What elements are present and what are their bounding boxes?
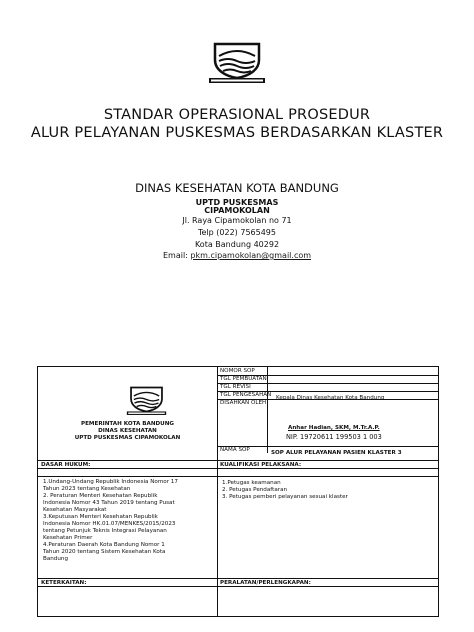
meta-row-line bbox=[217, 446, 438, 447]
sop-name: SOP ALUR PELAYANAN PASIEN KLASTER 3 bbox=[271, 450, 402, 456]
email-label: Email: bbox=[162, 251, 188, 260]
city-postcode: Kota Bandung 40292 bbox=[194, 240, 280, 249]
phone: Telp (022) 7565495 bbox=[198, 228, 276, 237]
org-line2: DINAS KESEHATAN bbox=[98, 428, 157, 434]
dasar-hukum-line: Indonesia Nomor 43 Tahun 2019 tentang Pusat bbox=[43, 500, 175, 506]
dasar-hukum-line: Tahun 2020 tentang Sistem Kesehatan Kota bbox=[43, 549, 166, 555]
dasar-hukum-line: Kesehatan Masyarakat bbox=[43, 507, 107, 513]
keterkaitan-label: KETERKAITAN: bbox=[41, 579, 87, 586]
dinas-name: DINAS KESEHATAN KOTA BANDUNG bbox=[135, 181, 339, 195]
document-title-line1: STANDAR OPERASIONAL PROSEDUR bbox=[103, 107, 371, 123]
dasar-hukum-label: DASAR HUKUM: bbox=[41, 461, 91, 468]
section-line bbox=[38, 476, 438, 477]
approver-nip: NIP. 19720611 199503 1 003 bbox=[286, 433, 382, 441]
dasar-hukum-line: 3.Keputusan Menteri Kesehatan Republik bbox=[43, 514, 158, 520]
org-line1: PEMERINTAH KOTA BANDUNG bbox=[81, 421, 174, 427]
org-line3: UPTD PUSKESMAS CIPAMOKOLAN bbox=[74, 435, 181, 441]
approver-name: Anhar Hadian, SKM, M.Tr.A.P. bbox=[288, 425, 380, 431]
dasar-hukum-line: Indonesia Nomor HK.01.07/MENKES/2015/2023 bbox=[43, 521, 176, 527]
dasar-hukum-line: Bandung bbox=[43, 556, 69, 562]
dasar-hukum-line: 4.Peraturan Daerah Kota Bandung Nomor 1 bbox=[43, 542, 165, 548]
dasar-hukum-line: tentang Petunjuk Teknis Integrasi Pelayanan bbox=[43, 528, 167, 534]
meta-label-revisi: TGL REVISI bbox=[220, 383, 251, 390]
bandung-emblem-logo bbox=[205, 38, 269, 84]
section-line bbox=[38, 586, 438, 587]
meta-label-disahkan: DISAHKAN OLEH bbox=[220, 399, 267, 406]
dasar-hukum-line: 2. Peraturan Menteri Kesehatan Republik bbox=[43, 493, 158, 499]
peralatan-label: PERALATAN/PERLENGKAPAN: bbox=[220, 579, 311, 586]
meta-label-nomor: NOMOR SOP bbox=[220, 367, 255, 374]
sop-table bbox=[37, 366, 439, 617]
section-line bbox=[38, 468, 438, 469]
approver-title: Kepala Dinas Kesehatan Kota Bandung bbox=[276, 395, 385, 401]
kualifikasi-label: KUALIFIKASI PELAKSANA: bbox=[220, 461, 302, 468]
sop-name-label: NAMA SOP bbox=[220, 447, 250, 453]
address: Jl. Raya Cipamokolan no 71 bbox=[182, 216, 292, 225]
email-line bbox=[0, 251, 474, 260]
table-divider-meta bbox=[267, 367, 268, 453]
kualifikasi-line: 2. Petugas Pendaftaran bbox=[222, 487, 288, 493]
meta-label-pengesahan: TGL PENGESAHAN bbox=[220, 391, 272, 398]
email-link[interactable]: pkm.cipamokolan@gmail.com bbox=[190, 251, 312, 260]
uptd-name-line1: UPTD PUSKESMAS bbox=[195, 198, 279, 207]
kualifikasi-line: 1.Petugas keamanan bbox=[222, 480, 281, 486]
uptd-name-line2: CIPAMOKOLAN bbox=[204, 206, 270, 215]
bandung-emblem-logo-small bbox=[124, 383, 169, 416]
dasar-hukum-line: Kesehatan Primer bbox=[43, 535, 93, 541]
dasar-hukum-line: Tahun 2023 tentang Kesehatan bbox=[43, 486, 131, 492]
meta-label-pembuatan: TGL PEMBUATAN bbox=[220, 375, 267, 382]
dasar-hukum-line: 1.Undang-Undang Republik Indonesia Nomor 17 bbox=[43, 479, 178, 485]
document-title-line2: ALUR PELAYANAN PUSKESMAS BERDASARKAN KLASTER bbox=[30, 125, 444, 141]
kualifikasi-line: 3. Petugas pemberi pelayanan sesuai klaster bbox=[222, 494, 348, 500]
